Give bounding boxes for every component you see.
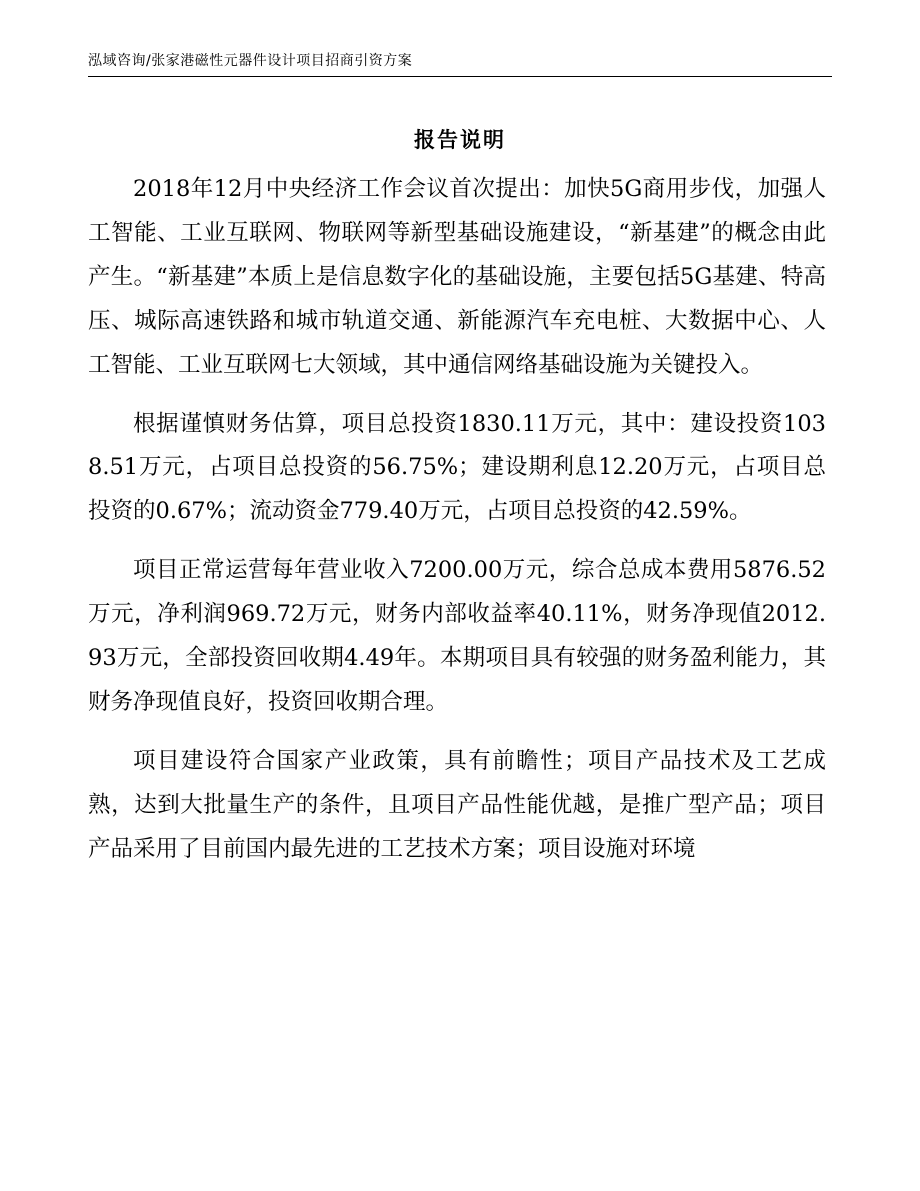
paragraph-background: 2018年12月中央经济工作会议首次提出：加快5G商用步伐，加强人工智能、工业互联网、物联网等新型基础设施建设，“新基建”的概念由此产生。“新基建”本质上是信息数字化的基础设施，主要包括5G基建、特高压、城际高速铁路和城市轨道交通、新能源汽车充电桩、大数据中心、人工智能、工业互联网七大领域，其中通信网络基础设施为关键投入。 — [88, 176, 826, 378]
page-title: 报告说明 — [414, 128, 506, 152]
document-body — [88, 168, 826, 872]
paragraph-revenue: 项目正常运营每年营业收入7200.00万元，综合总成本费用5876.52万元，净利润969.72万元，财务内部收益率40.11%，财务净现值2012.93万元，全部投资回收期4.49年。本期项目具有较强的财务盈利能力，其财务净现值良好，投资回收期合理。 — [88, 557, 826, 715]
running-header: 泓域咨询/张家港磁性元器件设计项目招商引资方案 — [88, 53, 413, 69]
paragraph-investment: 根据谨慎财务估算，项目总投资1830.11万元，其中：建设投资1038.51万元，占项目总投资的56.75%；建设期利息12.20万元，占项目总投资的0.67%；流动资金779.40万元，占项目总投资的42.59%。 — [88, 410, 826, 525]
header-divider — [88, 76, 832, 77]
paragraph-feasibility: 项目建设符合国家产业政策，具有前瞻性；项目产品技术及工艺成熟，达到大批量生产的条件，且项目产品性能优越，是推广型产品；项目产品采用了目前国内最先进的工艺技术方案；项目设施对环境 — [88, 747, 826, 862]
